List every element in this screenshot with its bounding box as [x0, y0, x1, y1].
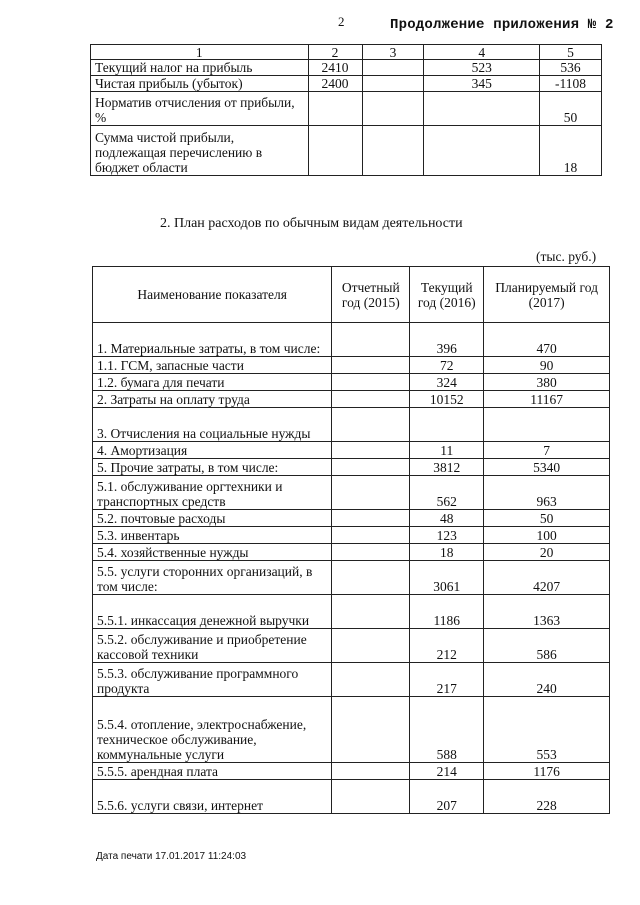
row-label: Сумма чистой прибыли, подлежащая перечислению в бюджет области	[91, 126, 309, 176]
row-label: 1.1. ГСМ, запасные части	[93, 357, 332, 374]
row-label: 5. Прочие затраты, в том числе:	[93, 459, 332, 476]
cell-reported-year	[332, 663, 410, 697]
cell-col2	[308, 92, 362, 126]
cell-planned-year: 470	[484, 323, 610, 357]
cell-col3	[362, 60, 424, 76]
table-row	[93, 527, 610, 544]
cell-planned-year: 20	[484, 544, 610, 561]
cell-reported-year	[332, 459, 410, 476]
row-label: 5.5.2. обслуживание и приобретение кассовой техники	[93, 629, 332, 663]
header-reported-year: Отчетный год (2015)	[332, 267, 410, 323]
cell-col5: -1108	[540, 76, 602, 92]
cell-current-year	[410, 408, 484, 442]
cell-planned-year: 1176	[484, 763, 610, 780]
cell-reported-year	[332, 527, 410, 544]
cell-planned-year: 553	[484, 697, 610, 763]
table-row	[93, 357, 610, 374]
cell-col3	[362, 76, 424, 92]
profit-table-header-row	[91, 45, 602, 60]
header-indicator-name: Наименование показателя	[93, 267, 332, 323]
cell-current-year: 10152	[410, 391, 484, 408]
header-planned-year: Планируемый год (2017)	[484, 267, 610, 323]
section-title: 2. План расходов по обычным видам деятельности	[160, 216, 463, 231]
table-row	[93, 595, 610, 629]
cell-reported-year	[332, 442, 410, 459]
table-row	[93, 629, 610, 663]
table-row	[91, 126, 602, 176]
cell-planned-year: 380	[484, 374, 610, 391]
row-label: 5.5.1. инкассация денежной выручки	[93, 595, 332, 629]
table-row	[93, 374, 610, 391]
cell-planned-year: 963	[484, 476, 610, 510]
cell-col4	[424, 92, 540, 126]
expenses-table-header-row	[93, 267, 610, 323]
row-label: 2. Затраты на оплату труда	[93, 391, 332, 408]
cell-col4: 345	[424, 76, 540, 92]
column-number-5: 5	[540, 45, 602, 60]
row-label: 5.1. обслуживание оргтехники и транспортных средств	[93, 476, 332, 510]
cell-planned-year: 4207	[484, 561, 610, 595]
cell-reported-year	[332, 357, 410, 374]
cell-current-year: 396	[410, 323, 484, 357]
cell-reported-year	[332, 595, 410, 629]
cell-reported-year	[332, 763, 410, 780]
cell-current-year: 217	[410, 663, 484, 697]
table-row	[93, 459, 610, 476]
row-label: Текущий налог на прибыль	[91, 60, 309, 76]
cell-planned-year: 240	[484, 663, 610, 697]
row-label: 5.5.4. отопление, электроснабжение, техническое обслуживание, коммунальные услуги	[93, 697, 332, 763]
cell-planned-year: 1363	[484, 595, 610, 629]
cell-planned-year: 11167	[484, 391, 610, 408]
cell-current-year: 72	[410, 357, 484, 374]
table-row	[93, 561, 610, 595]
row-label: 1. Материальные затраты, в том числе:	[93, 323, 332, 357]
table-row	[91, 60, 602, 76]
table-row	[93, 391, 610, 408]
cell-col4	[424, 126, 540, 176]
cell-col4: 523	[424, 60, 540, 76]
cell-planned-year: 50	[484, 510, 610, 527]
cell-col5: 18	[540, 126, 602, 176]
row-label: 1.2. бумага для печати	[93, 374, 332, 391]
cell-current-year: 214	[410, 763, 484, 780]
cell-current-year: 324	[410, 374, 484, 391]
cell-reported-year	[332, 408, 410, 442]
cell-col5: 50	[540, 92, 602, 126]
cell-current-year: 18	[410, 544, 484, 561]
table-row	[93, 408, 610, 442]
cell-reported-year	[332, 323, 410, 357]
cell-col2	[308, 126, 362, 176]
header-current-year: Текущий год (2016)	[410, 267, 484, 323]
row-label: 5.5.3. обслуживание программного продукта	[93, 663, 332, 697]
column-number-3: 3	[362, 45, 424, 60]
cell-reported-year	[332, 476, 410, 510]
table-row	[93, 697, 610, 763]
column-number-4: 4	[424, 45, 540, 60]
cell-col2: 2400	[308, 76, 362, 92]
cell-current-year: 562	[410, 476, 484, 510]
cell-current-year: 3061	[410, 561, 484, 595]
table-row	[93, 780, 610, 814]
row-label: Чистая прибыль (убыток)	[91, 76, 309, 92]
cell-reported-year	[332, 561, 410, 595]
cell-reported-year	[332, 391, 410, 408]
page-number: 2	[338, 14, 345, 29]
cell-current-year: 11	[410, 442, 484, 459]
table-row	[91, 92, 602, 126]
cell-reported-year	[332, 374, 410, 391]
row-label: 5.2. почтовые расходы	[93, 510, 332, 527]
cell-planned-year: 5340	[484, 459, 610, 476]
cell-col2: 2410	[308, 60, 362, 76]
cell-planned-year	[484, 408, 610, 442]
row-label: 5.5. услуги сторонних организаций, в том числе:	[93, 561, 332, 595]
row-label: 5.5.5. арендная плата	[93, 763, 332, 780]
cell-reported-year	[332, 697, 410, 763]
table-row	[93, 663, 610, 697]
cell-reported-year	[332, 780, 410, 814]
table-row	[93, 323, 610, 357]
cell-planned-year: 7	[484, 442, 610, 459]
cell-reported-year	[332, 629, 410, 663]
table-row	[93, 442, 610, 459]
row-label: Норматив отчисления от прибыли, %	[91, 92, 309, 126]
cell-current-year: 48	[410, 510, 484, 527]
table-row	[93, 763, 610, 780]
cell-col5: 536	[540, 60, 602, 76]
column-number-2: 2	[308, 45, 362, 60]
column-number-1: 1	[91, 45, 309, 60]
cell-col3	[362, 126, 424, 176]
units-label: (тыс. руб.)	[536, 249, 597, 264]
cell-reported-year	[332, 510, 410, 527]
cell-current-year: 1186	[410, 595, 484, 629]
row-label: 4. Амортизация	[93, 442, 332, 459]
cell-planned-year: 586	[484, 629, 610, 663]
table-row	[93, 544, 610, 561]
row-label: 5.3. инвентарь	[93, 527, 332, 544]
appendix-header: Продолжение приложения № 2	[390, 17, 614, 33]
table-row	[91, 76, 602, 92]
row-label: 3. Отчисления на социальные нужды	[93, 408, 332, 442]
cell-current-year: 207	[410, 780, 484, 814]
table-row	[93, 476, 610, 510]
expenses-table	[92, 266, 610, 814]
cell-current-year: 123	[410, 527, 484, 544]
cell-col3	[362, 92, 424, 126]
cell-planned-year: 100	[484, 527, 610, 544]
profit-table	[90, 44, 602, 176]
table-row	[93, 510, 610, 527]
cell-current-year: 588	[410, 697, 484, 763]
cell-current-year: 3812	[410, 459, 484, 476]
print-date: Дата печати 17.01.2017 11:24:03	[96, 851, 247, 862]
cell-planned-year: 90	[484, 357, 610, 374]
cell-reported-year	[332, 544, 410, 561]
cell-current-year: 212	[410, 629, 484, 663]
cell-planned-year: 228	[484, 780, 610, 814]
row-label: 5.4. хозяйственные нужды	[93, 544, 332, 561]
row-label: 5.5.6. услуги связи, интернет	[93, 780, 332, 814]
